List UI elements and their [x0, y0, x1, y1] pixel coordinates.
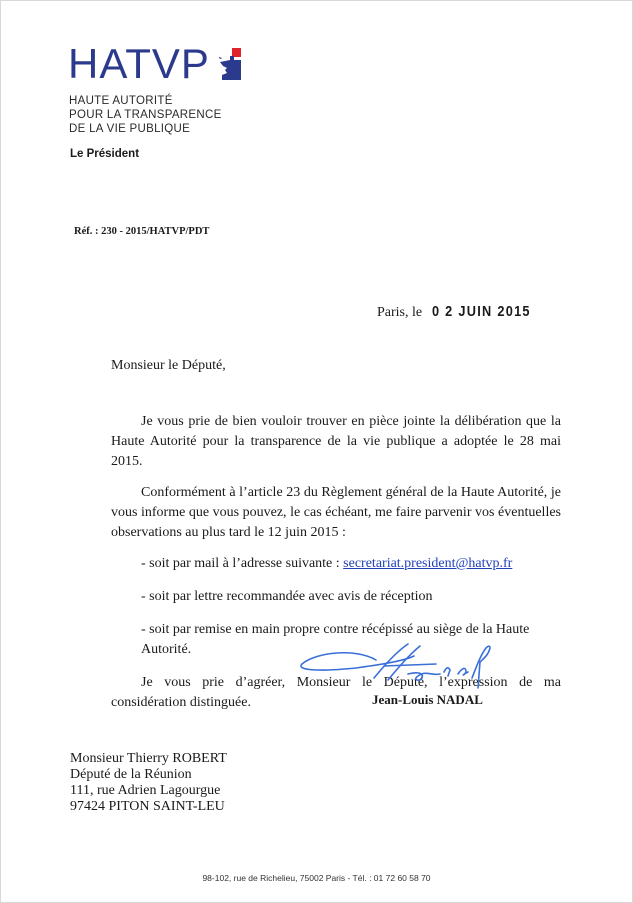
reference-number: Réf. : 230 - 2015/HATVP/PDT: [74, 226, 210, 237]
address-line: 111, rue Adrien Lagourgue: [70, 783, 221, 798]
address-line: Monsieur Thierry ROBERT: [70, 751, 227, 766]
salutation: Monsieur le Député,: [111, 358, 226, 373]
email-link[interactable]: secretariat.president@hatvp.fr: [343, 556, 513, 571]
address-line: 97424 PITON SAINT-LEU: [70, 799, 225, 814]
signer-name: Jean-Louis NADAL: [372, 692, 483, 707]
logo-wordmark: HATVP: [68, 40, 210, 87]
paragraph: Je vous prie de bien vouloir trouver en pièce jointe la délibération que la Haute Autorité pour la transparence de la vie publique a adoptée le 28 mai 2015.: [111, 414, 561, 469]
option-text: - soit par mail à l’adresse suivante :: [141, 556, 344, 571]
paragraph: Conformément à l’article 23 du Règlement général de la Haute Autorité, je vous informe que vous pouvez, le cas échéant, me faire parvenir vos éventuelles observations au plus tard le 12 juin 2015 :: [111, 485, 561, 540]
org-name-line: HAUTE AUTORITÉ: [69, 95, 173, 107]
date-prefix: Paris, le: [377, 305, 423, 320]
option-text: - soit par lettre recommandée avec avis de réception: [141, 589, 433, 604]
option-email: [111, 554, 561, 574]
org-name-line: DE LA VIE PUBLIQUE: [69, 123, 191, 135]
address-line: Député de la Réunion: [70, 767, 192, 782]
date-stamp: 0 2 JUIN 2015: [431, 303, 531, 320]
handwritten-signature-icon: [296, 638, 526, 699]
closing-formula: Je vous prie d’agréer, Monsieur le Député, l’expression de ma considération distinguée.: [111, 675, 561, 710]
marianne-logo-icon: [218, 48, 244, 85]
footer-contact: 98-102, rue de Richelieu, 75002 Paris - Tél. : 01 72 60 58 70: [202, 873, 431, 883]
option-registered-mail: [111, 587, 561, 607]
letter-date: [377, 303, 548, 321]
option-text: - soit par remise en main propre contre récépissé au siège de la Haute Autorité.: [141, 622, 530, 657]
org-name: [69, 94, 222, 136]
org-name-line: POUR LA TRANSPARENCE: [69, 109, 222, 121]
sender-title: Le Président: [70, 148, 140, 160]
hatvp-logo: [68, 40, 244, 87]
recipient-address: [70, 751, 227, 815]
